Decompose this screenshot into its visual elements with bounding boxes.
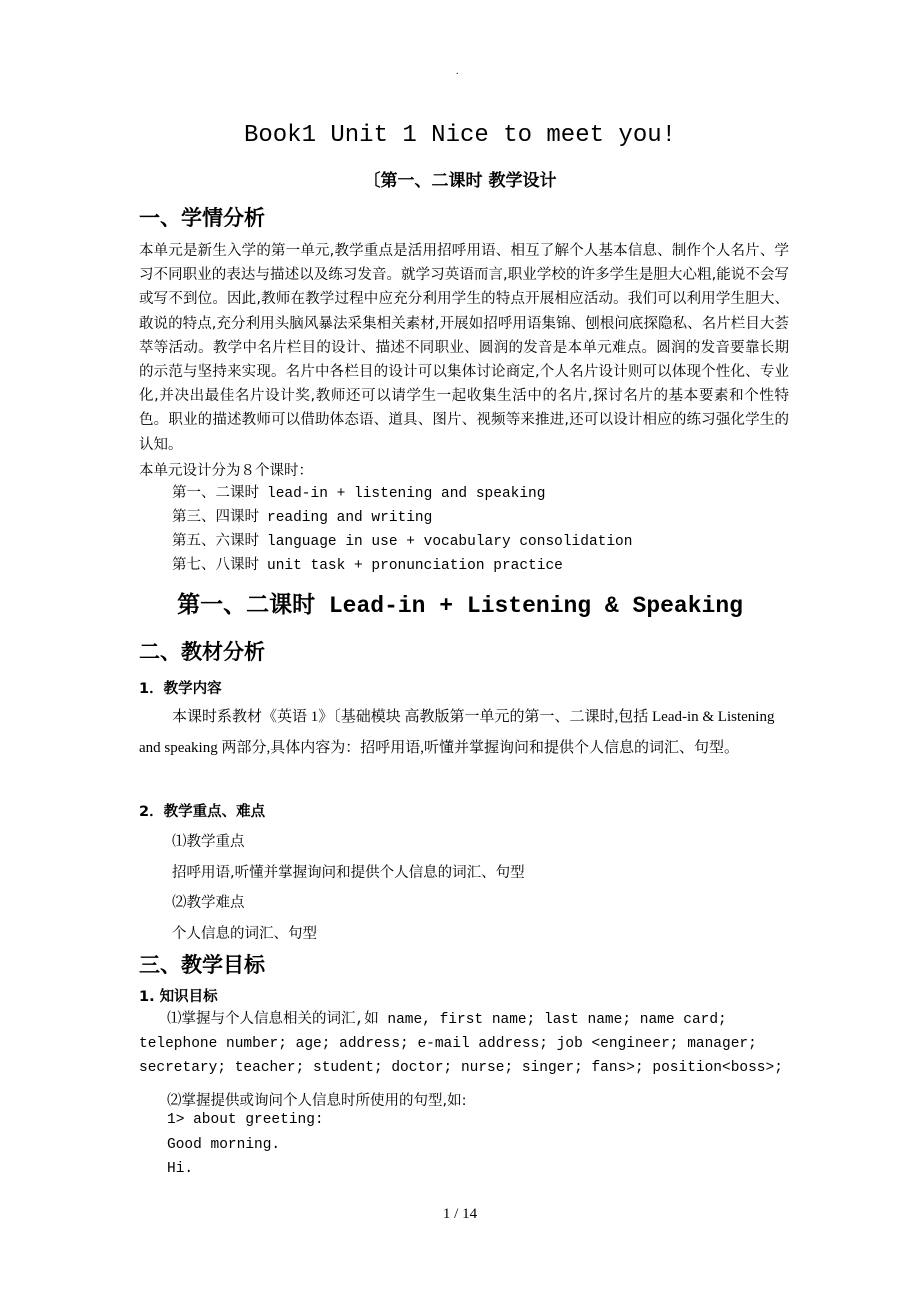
lesson-plan-item-cn: 第三、四课时 [172,509,259,525]
key-points-text: 招呼用语,听懂并掌握询问和提供个人信息的词汇、句型 [172,865,525,881]
subheading-key-points: 2．教学重点、难点 [139,804,266,820]
document-title: Book1 Unit 1 Nice to meet you! [243,122,677,149]
lesson-plan-item-en: lead-in + listening and speaking [267,486,546,502]
document-subtitle: 〔第一、二课时 教学设计 [363,171,557,191]
header-dot: . [456,66,459,77]
subheading-knowledge-goals: 1. 知识目标 [139,989,218,1005]
lesson-plan-intro: 本单元设计分为８个课时： [139,463,313,479]
lesson-plan-item [172,481,545,506]
lesson-plan-item-en: unit task + pronunciation practice [267,558,563,574]
lesson-plan-item-cn: 第七、八课时 [172,557,259,573]
lesson-plan-item-en: language in use + vocabulary consolidation [267,534,633,550]
example-line: Good morning. [167,1137,281,1153]
knowledge-goal-vocabulary: ⑴掌握与个人信息相关的词汇,如 name, first name; last name; name card; telephone number; age; address; e-mail address; job <engineer; manager; secretary; teacher; student; doctor; nurse; singer; fans>; position<boss>; [139,1012,783,1076]
lesson-plan-item [172,529,632,554]
difficulties-label: ⑵教学难点 [172,895,245,911]
subheading-teaching-content: 1．教学内容 [139,681,222,697]
difficulties-text: 个人信息的词汇、句型 [172,926,317,942]
learning-analysis-paragraph: 本单元是新生入学的第一单元,教学重点是活用招呼用语、相互了解个人基本信息、制作个人名片、学习不同职业的表达与描述以及练习发音。就学习英语而言,职业学校的许多学生是胆大心粗,能说不会写或写不到位。因此,教师在教学过程中应充分利用学生的特点开展相应活动。我们可以利用学生胆大、敢说的特点,充分利用头脑风暴法采集相关素材,开展如招呼用语集锦、刨根问底探隐私、名片栏目大荟萃等活动。教学中名片栏目的设计、描述不同职业、圆润的发音是本单元难点。圆润的发音要靠长期的示范与坚持来实现。名片中各栏目的设计可以集体讨论商定,个人名片设计则可以体现个性化、专业化,并决出最佳名片设计奖,教师还可以请学生一起收集生活中的名片,探讨名片的基本要素和个性特色。职业的描述教师可以借助体态语、道具、图片、视频等来推进,还可以设计相应的练习强化学生的认知。 [139,243,789,453]
lesson-plan-item-en: reading and writing [267,510,433,526]
example-line: Hi. [167,1161,194,1177]
teaching-content-paragraph: 本课时系教材《英语 1》〔基础模块 高教版第一单元的第一、二课时,包括 Lead-in & Listening and speaking 两部分,具体内容为：招呼用语,听懂并掌握询问和提供个人信息的词汇、句型。 [139,709,775,756]
lesson-plan-item-cn: 第五、六课时 [172,533,259,549]
key-points-label: ⑴教学重点 [172,834,245,850]
knowledge-goal-sentences: ⑵掌握提供或询问个人信息时所使用的句型,如: [167,1093,467,1109]
example-line: 1> about greeting: [167,1112,324,1128]
section-heading-teaching-goals: 三、教学目标 [139,953,265,977]
section-heading-material-analysis: 二、教材分析 [139,640,265,664]
lesson-plan-item [172,553,563,578]
lesson-plan-item [172,505,432,530]
lesson-title: 第一、二课时 Lead-in + Listening & Speaking [177,593,743,619]
lesson-plan-item-cn: 第一、二课时 [172,485,259,501]
page-number: 1 / 14 [442,1206,478,1222]
section-heading-learning-analysis: 一、学情分析 [139,206,265,230]
